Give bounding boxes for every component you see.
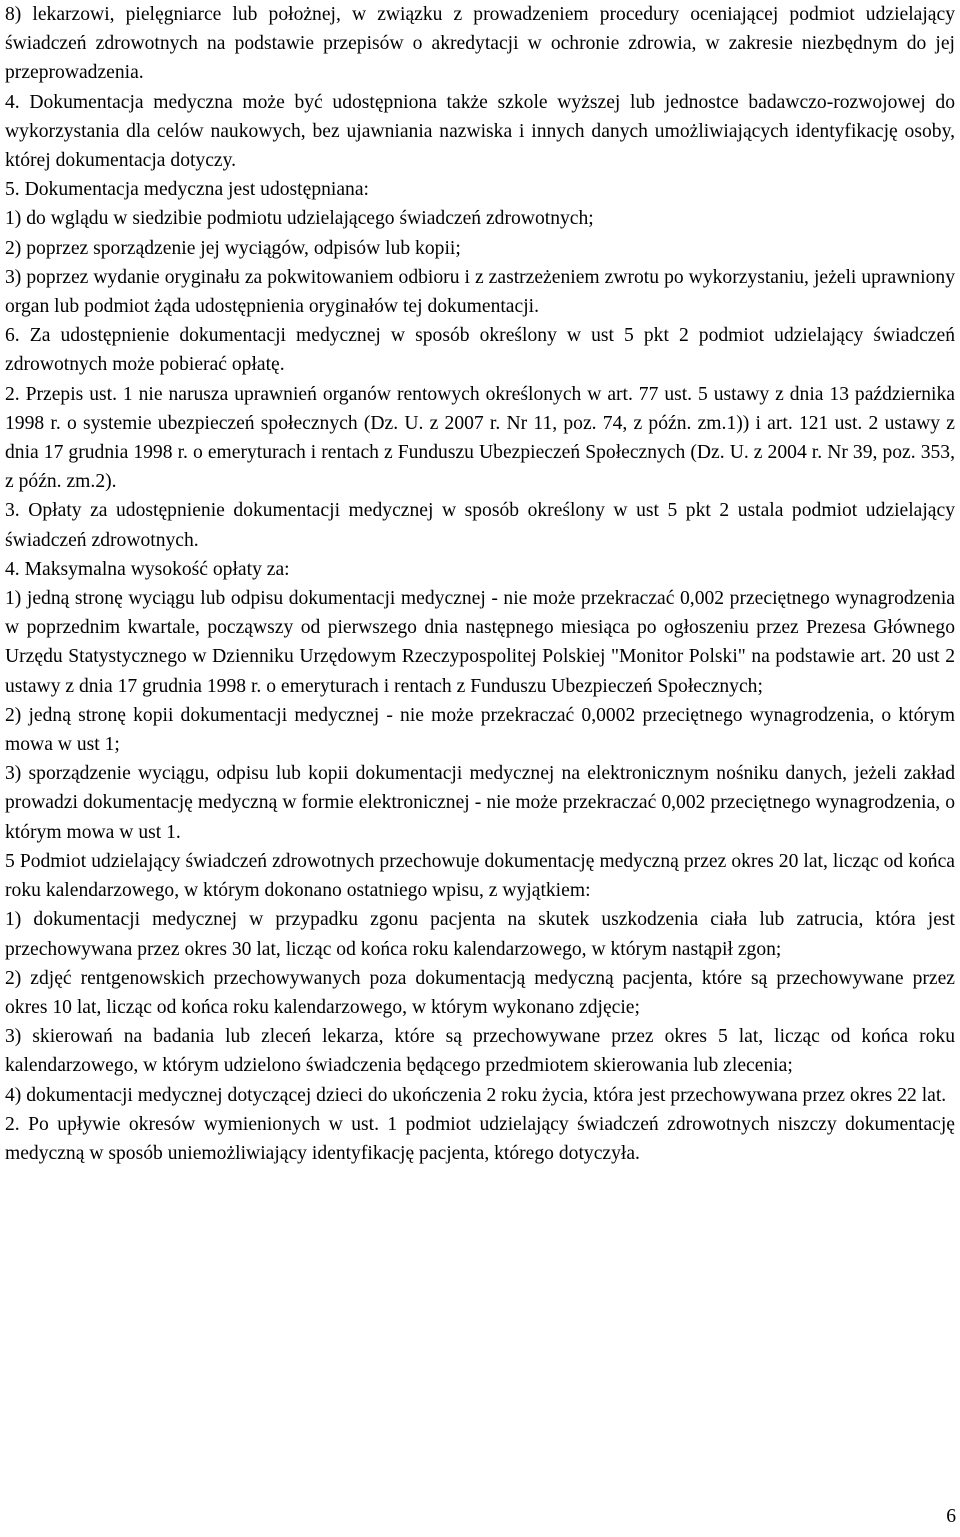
- paragraph-retention-point-1: 1) dokumentacji medycznej w przypadku zgonu pacjenta na skutek uszkodzenia ciała lub zatrucia, która jest przechowywana przez okres 30 lat, licząc od końca roku kalendarzowego, w którym nastąpił zgon;: [5, 909, 955, 960]
- paragraph-5-retention: 5 Podmiot udzielający świadczeń zdrowotnych przechowuje dokumentację medyczną przez okres 20 lat, licząc od końca roku kalendarzowego, w którym dokonano ostatniego wpisu, z wyjątkiem:: [5, 850, 955, 902]
- paragraph-item-8-accreditation: 8) lekarzowi, pielęgniarce lub położnej, w związku z prowadzeniem procedury oceniającej podmiot udzielający świadczeń zdrowotnych na podstawie przepisów o akredytacji w ochronie zdrowia, w zakresie niezbędnym do jej przeprowadzenia.: [5, 4, 955, 84]
- document-page: [5, 0, 955, 1168]
- paragraph-4-point-2: 2) jedną stronę kopii dokumentacji medycznej - nie może przekraczać 0,0002 przeciętnego wynagrodzenia, o którym mowa w ust 1;: [5, 704, 955, 756]
- paragraph-5-point-3: 3) poprzez wydanie oryginału za pokwitowaniem odbioru i z zastrzeżeniem zwrotu po wykorzystaniu, jeżeli uprawniony organ lub podmiot żąda udostępnienia oryginałów tej dokumentacji.: [5, 266, 955, 318]
- paragraph-5-point-2: 2) poprzez sporządzenie jej wyciągów, odpisów lub kopii;: [5, 237, 461, 259]
- paragraph-4-research-access: 4. Dokumentacja medyczna może być udostępniona także szkole wyższej lub jednostce badawczo-rozwojowej do wykorzystania dla celów naukowych, bez ujawniania nazwiska i innych danych umożliwiających identyfikację osoby, której dokumentacja dotyczy.: [5, 91, 955, 172]
- page-number: 6: [946, 1506, 956, 1527]
- paragraph-5-point-1: 1) do wglądu w siedzibie podmiotu udzielającego świadczeń zdrowotnych;: [5, 208, 594, 230]
- paragraph-4-point-1: 1) jedną stronę wyciągu lub odpisu dokumentacji medycznej - nie może przekraczać 0,002 przeciętnego wynagrodzenia w poprzednim kwartale, począwszy od pierwszego dnia następnego miesiąca po ogłoszeniu przez Prezesa Głównego Urzędu Statystycznego w Dzienniku Urzędowym Rzeczypospolitej Polskiej "Monitor Polski" na podstawie art. 20 ust 2 ustawy z dnia 17 grudnia 1998 r. o emeryturach i rentach z Funduszu Ubezpieczeń Społecznych;: [5, 588, 955, 697]
- paragraph-2-destruction: 2. Po upływie okresów wymienionych w ust. 1 podmiot udzielający świadczeń zdrowotnych niszczy dokumentację medyczną w sposób uniemożliwiający identyfikację pacjenta, którego dotyczyła.: [5, 1113, 955, 1164]
- paragraph-4-point-3: 3) sporządzenie wyciągu, odpisu lub kopii dokumentacji medycznej na elektronicznym nośniku danych, jeżeli zakład prowadzi dokumentację medyczną w formie elektronicznej - nie może przekraczać 0,002 przeciętnego wynagrodzenia, o którym mowa w ust 1.: [5, 763, 955, 843]
- paragraph-6-fee: 6. Za udostępnienie dokumentacji medycznej w sposób określony w ust 5 pkt 2 podmiot udzielający świadczeń zdrowotnych może pobierać opłatę.: [5, 325, 955, 376]
- paragraph-retention-point-2: 2) zdjęć rentgenowskich przechowywanych poza dokumentacją medyczną pacjenta, które są przechowywane przez okres 10 lat, licząc od końca roku kalendarzowego, w którym wykonano zdjęcie;: [5, 967, 955, 1018]
- paragraph-2-pension-authorities: 2. Przepis ust. 1 nie narusza uprawnień organów rentowych określonych w art. 77 ust. 5 ustawy z dnia 13 października 1998 r. o systemie ubezpieczeń społecznych (Dz. U. z 2007 r. Nr 11, poz. 74, z późn. zm.1)) i art. 121 ust. 2 ustawy z dnia 17 grudnia 1998 r. o emeryturach i rentach z Funduszu Ubezpieczeń Społecznych (Dz. U. z 2004 r. Nr 39, poz. 353, z późn. zm.2).: [5, 383, 955, 493]
- paragraph-5-access-methods: 5. Dokumentacja medyczna jest udostępniana:: [5, 179, 369, 201]
- paragraph-3-fees-set: 3. Opłaty za udostępnienie dokumentacji medycznej w sposób określony w ust 5 pkt 2 ustala podmiot udzielający świadczeń zdrowotnych.: [5, 500, 955, 551]
- paragraph-4-max-fee: 4. Maksymalna wysokość opłaty za:: [5, 558, 290, 580]
- paragraph-retention-point-3: 3) skierowań na badania lub zleceń lekarza, które są przechowywane przez okres 5 lat, licząc od końca roku kalendarzowego, w którym udzielono świadczenia będącego przedmiotem skierowania lub zlecenia;: [5, 1026, 955, 1077]
- paragraph-retention-point-4: 4) dokumentacji medycznej dotyczącej dzieci do ukończenia 2 roku życia, która jest przechowywana przez okres 22 lat.: [5, 1084, 947, 1106]
